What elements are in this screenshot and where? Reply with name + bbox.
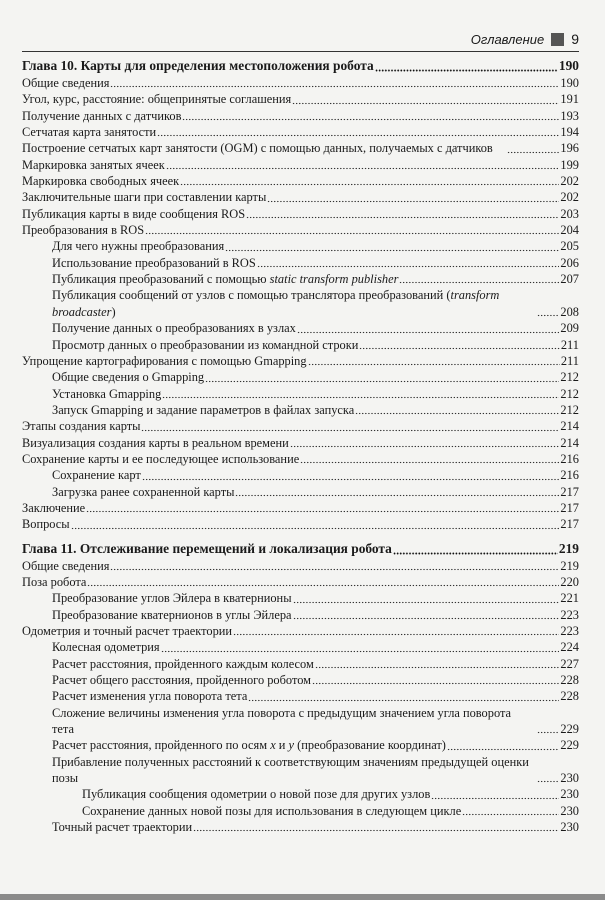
toc-entry[interactable] <box>22 705 579 738</box>
dot-leader <box>71 527 560 530</box>
toc-entry-italic: transform broadcaster <box>52 288 500 319</box>
toc-entry-text: Просмотр данных о преобразовании из командной строки <box>52 337 359 352</box>
dot-leader <box>315 666 560 669</box>
toc-entry-text: Сохранение карты и ее последующее использование <box>22 451 300 466</box>
dot-leader <box>235 494 559 497</box>
dot-leader <box>297 331 560 334</box>
toc-entry-title <box>22 435 289 451</box>
toc-entry-page-number: 229 <box>560 738 579 753</box>
toc-entry-text: Для чего нужны преобразования <box>52 239 225 254</box>
toc-entry-text: Маркировка свободных ячеек <box>22 174 180 189</box>
toc-entry-title <box>22 189 266 205</box>
header-section-title: Оглавление <box>470 31 545 47</box>
toc-entry-title <box>52 484 234 500</box>
toc-entry-page-number: 199 <box>560 157 579 172</box>
running-header <box>22 28 579 50</box>
toc-entry-title <box>52 656 314 672</box>
toc-entry-title <box>22 451 299 467</box>
toc-entry-title <box>22 108 181 124</box>
toc-entry-page-number: 214 <box>560 419 579 434</box>
toc-entry[interactable] <box>22 369 579 385</box>
toc-entry[interactable] <box>22 819 579 835</box>
toc-entry-title <box>52 639 160 655</box>
toc-entry[interactable] <box>22 238 579 254</box>
toc-entry-title <box>22 353 307 369</box>
toc-entry-text: Сетчатая карта занятости <box>22 125 157 140</box>
toc-entry-page-number: 228 <box>560 689 579 704</box>
toc-entry-title <box>52 369 204 385</box>
toc-entry-text: и <box>275 738 289 753</box>
dot-leader <box>110 85 559 88</box>
toc-entry-title <box>52 320 296 336</box>
toc-entry-text: Колесная одометрия <box>52 640 160 655</box>
toc-entry-page-number: 207 <box>560 272 579 287</box>
toc-entry[interactable] <box>22 786 579 802</box>
toc-entry-text: Угол, курс, расстояние: общепринятые соглашения <box>22 92 292 107</box>
toc-entry-text: Прибавление полученных расстояний к соответствующим значениям предыдущей оценки позы <box>52 754 529 786</box>
toc-entry-page-number: 190 <box>560 76 579 90</box>
toc-entry-page-number: 217 <box>560 500 579 515</box>
dot-leader <box>246 216 559 219</box>
toc-entry-title <box>52 402 354 418</box>
dot-leader <box>399 281 559 284</box>
toc-entry[interactable] <box>22 590 579 606</box>
chapter-heading[interactable] <box>22 56 579 75</box>
dot-leader <box>87 584 559 587</box>
toc-entry-title <box>52 386 161 402</box>
toc-entry-page-number: 223 <box>560 607 579 622</box>
toc-entry-text: Установка Gmapping <box>52 386 162 401</box>
toc-entry-text: Публикация сообщения одометрии о новой позе для других узлов <box>82 787 431 802</box>
toc-entry-text: Загрузка ранее сохраненной карты <box>52 484 235 499</box>
toc-entry[interactable] <box>22 803 579 819</box>
toc-entry-title <box>22 516 70 532</box>
dot-leader <box>537 780 559 783</box>
toc-entry-text: Сохранение карт <box>52 468 141 483</box>
dot-leader <box>447 748 559 751</box>
toc-entry[interactable] <box>22 516 579 532</box>
toc-entry-text: Публикация преобразований с помощью <box>52 272 270 287</box>
chapter-title: Глава 10. Карты для определения местоположения робота <box>22 58 374 73</box>
dot-leader <box>537 314 559 317</box>
toc-entry-page-number: 212 <box>560 370 579 385</box>
chapter-page-number: 219 <box>558 540 579 556</box>
dot-leader <box>225 249 559 252</box>
toc-entry-title <box>22 418 140 434</box>
toc-entry-italic: x <box>270 738 276 753</box>
toc-entry-page-number: 191 <box>560 92 579 107</box>
dot-leader <box>290 445 560 448</box>
toc-entry-page-number: 219 <box>560 558 579 573</box>
toc-entry-text: Общие сведения <box>22 76 110 90</box>
toc-entry-text: Запуск Gmapping и задание параметров в файлах запуска <box>52 402 355 417</box>
dot-leader <box>157 134 559 137</box>
toc-entry[interactable] <box>22 500 579 516</box>
toc-entry[interactable] <box>22 467 579 483</box>
toc-entry-title <box>52 238 224 254</box>
table-of-contents <box>22 56 579 841</box>
toc-entry-text: Получение данных с датчиков <box>22 108 182 123</box>
toc-entry-text: Публикация карты в виде сообщения ROS <box>22 206 246 221</box>
toc-entry[interactable] <box>22 173 579 189</box>
toc-entry-title <box>22 173 179 189</box>
toc-entry-italic: static transform publisher <box>269 272 399 287</box>
dot-leader <box>145 232 559 235</box>
toc-entry-title <box>22 558 109 574</box>
dot-leader <box>355 412 559 415</box>
toc-entry-text: Построение сетчатых карт занятости (OGM) с помощью данных, получаемых с датчиков <box>22 141 493 156</box>
header-square-marker <box>551 33 564 46</box>
toc-entry-text: Расчет расстояния, пройденного каждым колесом <box>52 656 314 671</box>
toc-entry-title <box>52 819 192 835</box>
toc-section <box>22 539 579 836</box>
toc-entry[interactable] <box>22 337 579 353</box>
toc-entry[interactable] <box>22 255 579 271</box>
toc-entry-page-number: 230 <box>560 820 579 835</box>
toc-entry-text: Общие сведения о Gmapping <box>52 370 205 385</box>
dot-leader <box>300 461 559 464</box>
toc-entry-page-number: 217 <box>560 517 579 532</box>
toc-entry-title <box>22 206 245 222</box>
toc-entry[interactable] <box>22 140 579 156</box>
toc-entry-page-number: 204 <box>560 223 579 238</box>
dot-leader <box>375 69 558 72</box>
dot-leader <box>431 797 559 800</box>
dot-leader <box>359 347 559 350</box>
dot-leader <box>162 396 559 399</box>
dot-leader <box>257 265 560 268</box>
toc-entry[interactable] <box>22 574 579 590</box>
toc-entry-page-number: 216 <box>560 468 579 483</box>
dot-leader <box>248 699 559 702</box>
toc-entry-text: Публикация сообщений от узлов с помощью транслятора преобразований ( <box>52 288 451 303</box>
toc-entry[interactable] <box>22 91 579 107</box>
toc-entry-page-number: 212 <box>560 402 579 417</box>
toc-entry-italic: y <box>288 738 295 753</box>
toc-entry-page-number: 208 <box>560 304 579 319</box>
toc-entry[interactable] <box>22 222 579 238</box>
dot-leader <box>110 568 559 571</box>
toc-entry[interactable] <box>22 754 579 787</box>
chapter-title: Глава 11. Отслеживание перемещений и локализация робота <box>22 540 392 556</box>
dot-leader <box>233 633 559 636</box>
toc-entry-title <box>52 672 311 688</box>
toc-entry-text: Заключительные шаги при составлении карты <box>22 190 267 205</box>
toc-entry-page-number: 203 <box>560 206 579 221</box>
toc-entry-text: (преобразование координат) <box>294 738 446 753</box>
toc-entry-title <box>52 737 446 753</box>
toc-entry[interactable] <box>22 353 579 369</box>
toc-entry-title <box>22 75 109 91</box>
toc-entry-title <box>52 754 536 787</box>
toc-entry-page-number: 194 <box>560 125 579 140</box>
toc-entry[interactable] <box>22 157 579 173</box>
toc-entry-page-number: 230 <box>560 771 579 786</box>
toc-entry[interactable] <box>22 189 579 205</box>
toc-entry[interactable] <box>22 623 579 639</box>
toc-entry-text: Точный расчет траектории <box>52 820 193 835</box>
toc-entry-text: Преобразование углов Эйлера в кватернионы <box>52 591 292 606</box>
toc-entry-page-number: 211 <box>560 337 579 352</box>
toc-entry-title <box>22 157 165 173</box>
toc-entry[interactable] <box>22 206 579 222</box>
toc-entry-page-number: 220 <box>560 574 579 589</box>
toc-entry-page-number: 228 <box>560 673 579 688</box>
toc-entry-title <box>52 287 536 320</box>
toc-entry-title <box>52 705 536 738</box>
toc-entry-page-number: 216 <box>560 451 579 466</box>
toc-entry[interactable] <box>22 287 579 320</box>
toc-entry[interactable] <box>22 639 579 655</box>
toc-entry-text: Упрощение картографирования с помощью Gmapping <box>22 353 307 368</box>
toc-entry[interactable] <box>22 607 579 623</box>
toc-entry-title <box>52 590 292 606</box>
toc-entry-text: Этапы создания карты <box>22 419 141 434</box>
dot-leader <box>507 151 559 154</box>
dot-leader <box>205 380 559 383</box>
toc-entry-page-number: 193 <box>560 108 579 123</box>
toc-entry[interactable] <box>22 484 579 500</box>
toc-entry-text: Расчет общего расстояния, пройденного роботом <box>52 673 312 688</box>
dot-leader <box>293 601 560 604</box>
toc-entry-page-number: 224 <box>560 640 579 655</box>
toc-entry-text: Расчет изменения угла поворота тета <box>52 689 248 704</box>
toc-entry-text: Преобразование кватернионов в углы Эйлера <box>52 607 292 622</box>
toc-entry-page-number: 202 <box>560 190 579 205</box>
toc-entry-page-number: 214 <box>560 435 579 450</box>
toc-entry-text: Сложение величины изменения угла поворота с предыдущим значением угла поворота тета <box>52 705 512 737</box>
toc-entry-title <box>52 271 398 287</box>
toc-entry-title <box>22 623 232 639</box>
toc-entry[interactable] <box>22 386 579 402</box>
toc-entry-text: Заключение <box>22 500 86 515</box>
toc-entry[interactable] <box>22 451 579 467</box>
toc-entry-text: Вопросы <box>22 517 70 532</box>
toc-entry-page-number: 227 <box>560 656 579 671</box>
dot-leader <box>166 167 560 170</box>
dot-leader <box>193 829 559 832</box>
toc-entry-text: Использование преобразований в ROS <box>52 255 256 270</box>
dot-leader <box>142 478 560 481</box>
dot-leader <box>462 813 559 816</box>
toc-entry[interactable] <box>22 108 579 124</box>
dot-leader <box>182 118 559 121</box>
dot-leader <box>267 200 559 203</box>
toc-entry-page-number: 205 <box>560 239 579 254</box>
toc-entry-title <box>52 255 256 271</box>
dot-leader <box>86 510 559 513</box>
toc-entry-text: Визуализация создания карты в реальном времени <box>22 435 289 450</box>
toc-entry-page-number: 202 <box>560 174 579 189</box>
dot-leader <box>537 731 559 734</box>
toc-entry-page-number: 230 <box>560 787 579 802</box>
toc-entry[interactable] <box>22 320 579 336</box>
toc-entry-title <box>22 124 156 140</box>
header-page-number: 9 <box>571 31 579 47</box>
toc-entry-title <box>52 688 247 704</box>
toc-entry-title <box>22 140 506 156</box>
toc-entry-title <box>22 222 144 238</box>
toc-entry[interactable] <box>22 688 579 704</box>
toc-entry[interactable] <box>22 737 579 753</box>
toc-entry-title <box>82 786 430 802</box>
toc-entry-page-number: 230 <box>560 803 579 818</box>
toc-entry-page-number: 229 <box>560 722 579 737</box>
toc-entry-title <box>82 803 461 819</box>
toc-entry[interactable] <box>22 124 579 140</box>
toc-entry-text: Одометрия и точный расчет траектории <box>22 624 233 638</box>
toc-entry-title <box>52 467 141 483</box>
toc-entry-text: ) <box>111 304 116 319</box>
toc-entry-page-number: 209 <box>560 321 579 336</box>
toc-entry-page-number: 223 <box>560 624 579 638</box>
dot-leader <box>308 363 560 366</box>
toc-entry-text: Сохранение данных новой позы для использования в следующем цикле <box>82 803 462 818</box>
toc-entry[interactable] <box>22 402 579 418</box>
toc-entry-text: Общие сведения <box>22 558 110 573</box>
toc-entry-page-number: 212 <box>560 386 579 401</box>
toc-entry-title <box>22 574 86 590</box>
header-rule <box>22 51 579 52</box>
chapter-page-number: 190 <box>558 58 579 73</box>
page-bottom-edge <box>0 894 605 900</box>
dot-leader <box>180 183 559 186</box>
toc-entry-text: Расчет расстояния, пройденного по осям <box>52 738 271 753</box>
toc-entry-page-number: 211 <box>560 353 579 368</box>
toc-entry-page-number: 217 <box>560 484 579 499</box>
toc-entry[interactable] <box>22 435 579 451</box>
toc-entry[interactable] <box>22 418 579 434</box>
toc-entry[interactable] <box>22 656 579 672</box>
toc-entry[interactable] <box>22 75 579 91</box>
dot-leader <box>292 102 559 105</box>
dot-leader <box>293 617 560 620</box>
toc-entry[interactable] <box>22 558 579 574</box>
toc-entry[interactable] <box>22 271 579 287</box>
toc-entry[interactable] <box>22 672 579 688</box>
chapter-heading[interactable] <box>22 539 579 558</box>
toc-entry-text: Маркировка занятых ячеек <box>22 157 165 172</box>
toc-entry-text: Поза робота <box>22 574 87 589</box>
dot-leader <box>161 650 560 653</box>
toc-entry-title <box>22 500 85 516</box>
toc-entry-page-number: 196 <box>560 141 579 156</box>
toc-entry-page-number: 206 <box>560 255 579 270</box>
toc-entry-title <box>52 607 292 623</box>
toc-entry-text: Получение данных о преобразованиях в узлах <box>52 321 296 336</box>
toc-entry-text: Преобразования в ROS <box>22 223 145 238</box>
toc-section <box>22 56 579 533</box>
toc-entry-title <box>52 337 358 353</box>
dot-leader <box>312 682 559 685</box>
dot-leader <box>393 552 558 555</box>
toc-entry-title <box>22 91 291 107</box>
toc-entry-page-number: 221 <box>560 591 579 606</box>
dot-leader <box>141 429 559 432</box>
